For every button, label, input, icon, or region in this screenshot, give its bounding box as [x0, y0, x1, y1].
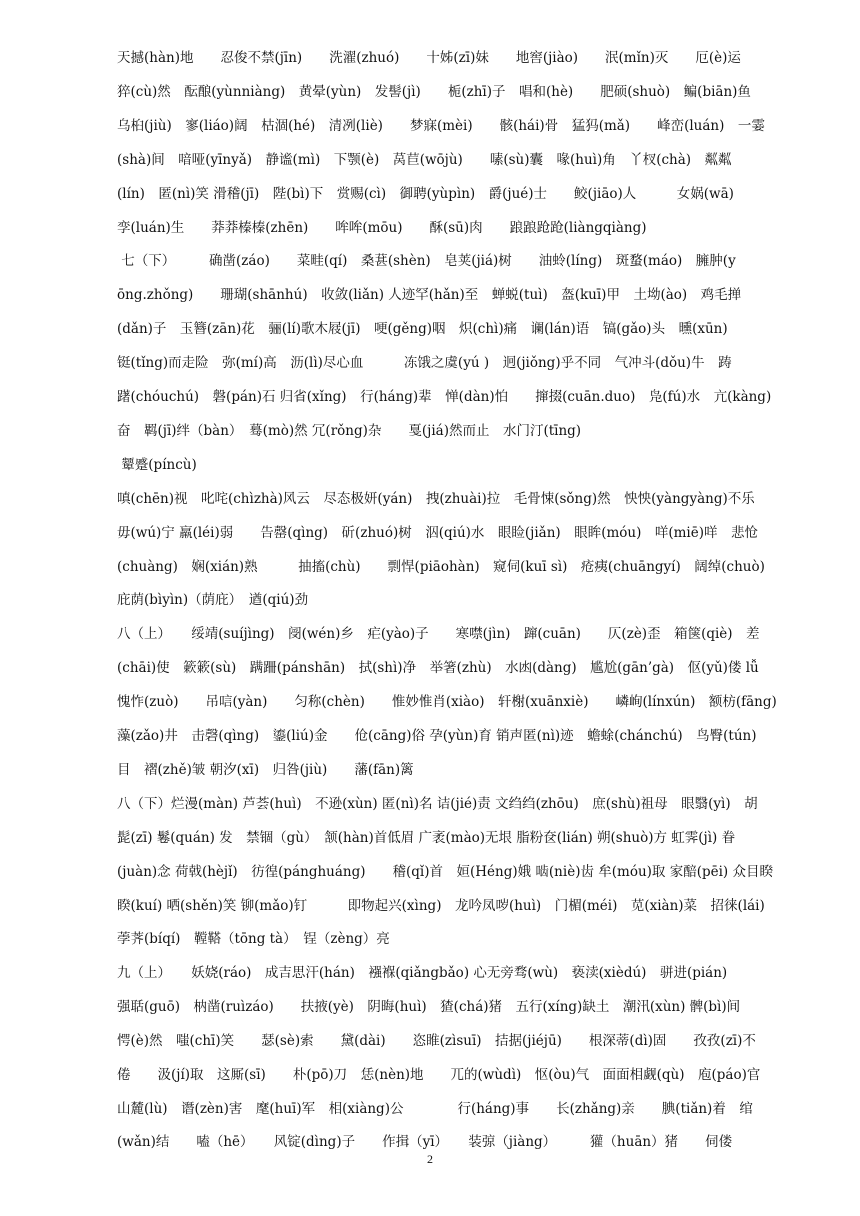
text-line: 强聒(guō) 枘凿(ruìzáo) 扶掖(yè) 阴晦(huì) 猹(chá)猪 五行(xíng)缺土 潮汛(xùn) 髀(bì)间	[117, 999, 741, 1015]
section-heading-line: 八（上） 绥靖(suíjìng) 阌(wén)乡 疟(yào)子 寒噤(jìn) 蹿(cuān) 仄(zè)歪 箱箧(qiè) 差	[117, 626, 760, 642]
section-heading-line: 七（下） 确凿(záo) 菜畦(qí) 桑葚(shèn) 皂荚(jiá)树 油蛉(líng) 斑蝥(máo) 臃肿(y	[117, 253, 736, 269]
text-line: 睽(kuí) 哂(shěn)笑 铆(mǎo)钉 即物起兴(xìng) 龙吟凤哕(huì) 门楣(méi) 苋(xiàn)菜 招徕(lái)	[117, 898, 765, 914]
text-line: (lín) 匿(nì)笑 滑稽(jī) 陛(bì)下 赏赐(cì) 御聘(yùpìn) 爵(jué)士 鲛(jiāo)人 女娲(wā)	[117, 186, 734, 202]
text-line: 藻(zǎo)井 击磬(qìng) 鎏(liú)金 伧(cāng)俗 孕(yùn)育 销声匿(nì)迹 蟾蜍(chánchú) 鸟臀(tún)	[117, 728, 757, 744]
text-line: 躇(chóuchú) 磐(pán)石 归省(xǐng) 行(háng)辈 惮(dàn)怕 撺掇(cuān.duo) 凫(fú)水 亢(kàng)	[117, 389, 772, 405]
text-line: 荸荠(bíqí) 鞺鞳（tōng tà） 锃（zèng）亮	[117, 931, 390, 947]
text-line: (wǎn)结 嗑（hē） 风锭(dìng)子 作揖（yī） 装弶（jiàng） 獾（huān）猪 伺偻	[117, 1134, 733, 1150]
text-line: (shà)间 喑哑(yīnyǎ) 静谧(mì) 下颚(è) 莴苣(wōjù) 嗉(sù)囊 喙(huì)角 丫杈(chà) 粼粼	[117, 152, 732, 168]
text-line: 嗔(chēn)视 叱咤(chìzhà)风云 尽态极妍(yán) 拽(zhuài)拉 毛骨悚(sǒng)然 怏怏(yàngyàng)不乐	[117, 491, 755, 507]
text-line: 乌桕(jiù) 寥(liáo)阔 枯涸(hé) 清冽(liè) 梦寐(mèi) 骸(hái)骨 猛犸(mǎ) 峰峦(luán) 一霎	[117, 118, 765, 134]
page-number: 2	[427, 1152, 433, 1166]
text-line: 山麓(lù) 谮(zèn)害 麾(huī)军 相(xiàng)公 行(háng)事 长(zhǎng)亲 腆(tiǎn)着 绾	[117, 1101, 753, 1117]
text-line: 髭(zī) 鬈(quán) 发 禁锢（gù） 颔(hàn)首低眉 广袤(mào)无垠 脂粉奁(lián) 朔(shuò)方 虹霁(jì) 眷	[117, 830, 736, 846]
text-line: (juàn)念 荷戟(hèjǐ) 彷徨(pánghuáng) 稽(qǐ)首 姮(Héng)娥 啮(niè)齿 牟(móu)取 家醅(pēi) 众目睽	[117, 864, 773, 880]
text-line: 倦 汲(jí)取 这厮(sī) 朴(pō)刀 恁(nèn)地 兀的(wùdì) 怄(òu)气 面面相觑(qù) 庖(páo)官	[117, 1067, 761, 1083]
text-line: (chāi)使 簌簌(sù) 蹒跚(pánshān) 拭(shì)净 举箸(zhù) 水凼(dàng) 尴尬(gān’gà) 伛(yǔ)偻 lǚ	[117, 660, 759, 676]
text-line: 愕(è)然 嗤(chī)笑 瑟(sè)索 黛(dài) 恣睢(zìsuī) 拮据(jiéjū) 根深蒂(dì)固 孜孜(zī)不	[117, 1033, 756, 1049]
text-line: (dǎn)子 玉簪(zān)花 骊(lí)歌木屐(jī) 哽(gěng)咽 炽(chì)痛 谰(lán)语 镐(gǎo)头 曛(xūn)	[117, 321, 728, 337]
text-line: 铤(tǐng)而走险 弥(mí)高 沥(lì)尽心血 冻饿之虞(yú ) 迥(jiǒng)乎不同 气冲斗(dǒu)牛 踌	[117, 355, 732, 371]
section-heading-line: 九（上） 妖娆(ráo) 成吉思汗(hán) 襁褓(qiǎngbǎo) 心无旁骛(wù) 亵渎(xièdú) 骈进(pián)	[117, 965, 728, 981]
text-line: (chuàng) 娴(xián)熟 抽搐(chù) 剽悍(piāohàn) 窥伺(kuī sì) 疮痍(chuāngyí) 阔绰(chuò)	[117, 559, 765, 575]
text-line: 天撼(hàn)地 忍俊不禁(jīn) 洗濯(zhuó) 十姊(zī)妹 地窖(jiào) 泯(mǐn)灭 厄(è)运	[117, 50, 741, 66]
text-line: 毋(wú)宁 羸(léi)弱 告罄(qìng) 斫(zhuó)树 泅(qiú)水 眼睑(jiǎn) 眼眸(móu) 咩(miē)咩 悲怆	[117, 525, 758, 541]
text-line: 庇荫(bìyìn)（荫庇） 遒(qiú)劲	[117, 592, 309, 608]
text-line: 孪(luán)生 莽莽榛榛(zhēn) 哞哞(mōu) 酥(sū)肉 踉踉跄跄(liàngqiàng)	[117, 220, 647, 236]
text-line: ōng.zhǒng) 珊瑚(shānhú) 收敛(liǎn) 人迹罕(hǎn)至 蝉蜕(tuì) 盔(kuī)甲 土坳(ào) 鸡毛掸	[117, 287, 742, 303]
text-line: 颦蹙(píncù)	[117, 457, 197, 473]
text-line: 猝(cù)然 酝酿(yùnniàng) 黄晕(yùn) 发髻(jì) 栀(zhī)子 唱和(hè) 肥硕(shuò) 鳊(biān)鱼	[117, 84, 751, 100]
text-line: 愧怍(zuò) 吊唁(yàn) 匀称(chèn) 惟妙惟肖(xiào) 轩榭(xuānxiè) 嶙峋(línxún) 额枋(fāng)	[117, 694, 777, 710]
text-line: 奋 羁(jī)绊（bàn） 蓦(mò)然 冗(rǒng)杂 戛(jiá)然而止 水门汀(tīng)	[117, 423, 582, 439]
section-heading-line: 八（下）烂漫(màn) 芦荟(huì) 不逊(xùn) 匿(nì)名 诘(jié)责 文绉绉(zhōu) 庶(shù)祖母 眼翳(yì) 胡	[117, 796, 758, 812]
text-line: 目 褶(zhě)皱 朝汐(xī) 归咎(jiù) 藩(fān)篱	[117, 762, 414, 778]
